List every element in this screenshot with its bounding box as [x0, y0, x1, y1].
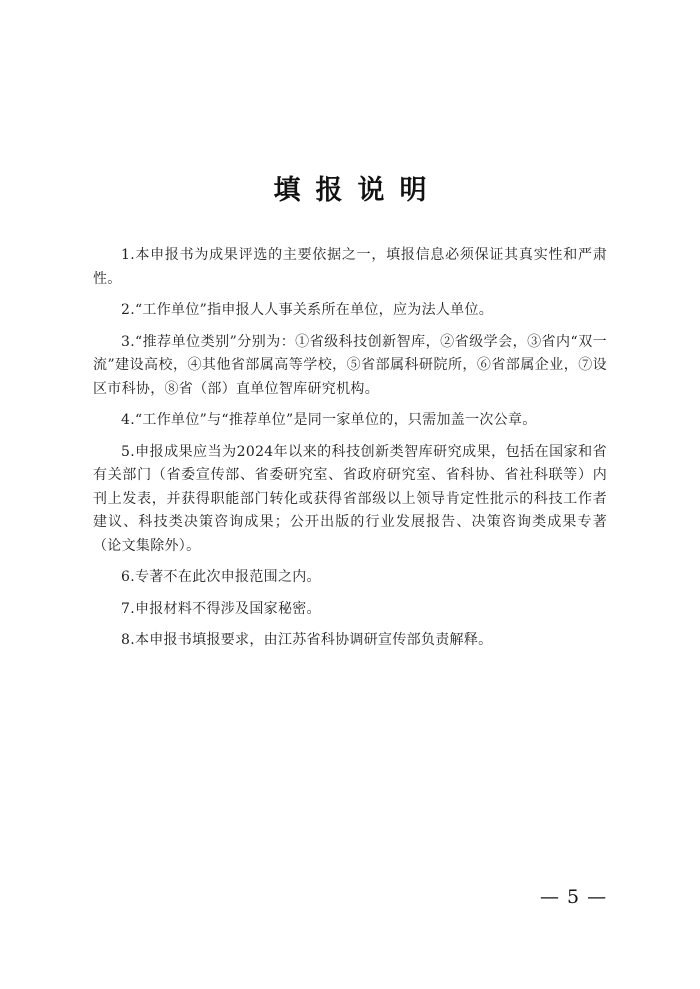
instruction-paragraph: 1.本申报书为成果评选的主要依据之一，填报信息必须保证其真实性和严肃性。 [93, 247, 607, 287]
instruction-paragraph: 6.专著不在此次申报范围之内。 [121, 569, 321, 585]
instruction-paragraph: 3.“推荐单位类别”分别为：①省级科技创新智库，②省级学会，③省内“双一流”建设高校，④其他省部属高等学校，⑤省部属科研院所，⑥省部属企业，⑦设区市科协，⑧省（部）直单位智库研究机构。 [93, 333, 607, 397]
page-number: — 5 — [540, 886, 608, 908]
instruction-paragraph: 5.申报成果应当为2024年以来的科技创新类智库研究成果，包括在国家和省有关部门（省委宣传部、省委研究室、省政府研究室、省科协、省社科联等）内刊上发表，并获得职能部门转化或获得省部级以上领导肯定性批示的科技工作者建议、科技类决策咨询成果；公开出版的行业发展报告、决策咨询类成果专著（论文集除外）。 [93, 443, 607, 554]
page-title: 填报说明 [273, 175, 442, 206]
instruction-paragraph: 7.申报材料不得涉及国家秘密。 [121, 600, 321, 617]
instruction-paragraph: 2.“工作单位”指申报人人事关系所在单位，应为法人单位。 [121, 302, 494, 318]
instruction-paragraph: 4.“工作单位”与“推荐单位”是同一家单位的，只需加盖一次公章。 [121, 412, 537, 428]
instruction-paragraph: 8.本申报书填报要求，由江苏省科协调研宣传部负责解释。 [121, 632, 493, 648]
instructions-body [93, 244, 607, 661]
